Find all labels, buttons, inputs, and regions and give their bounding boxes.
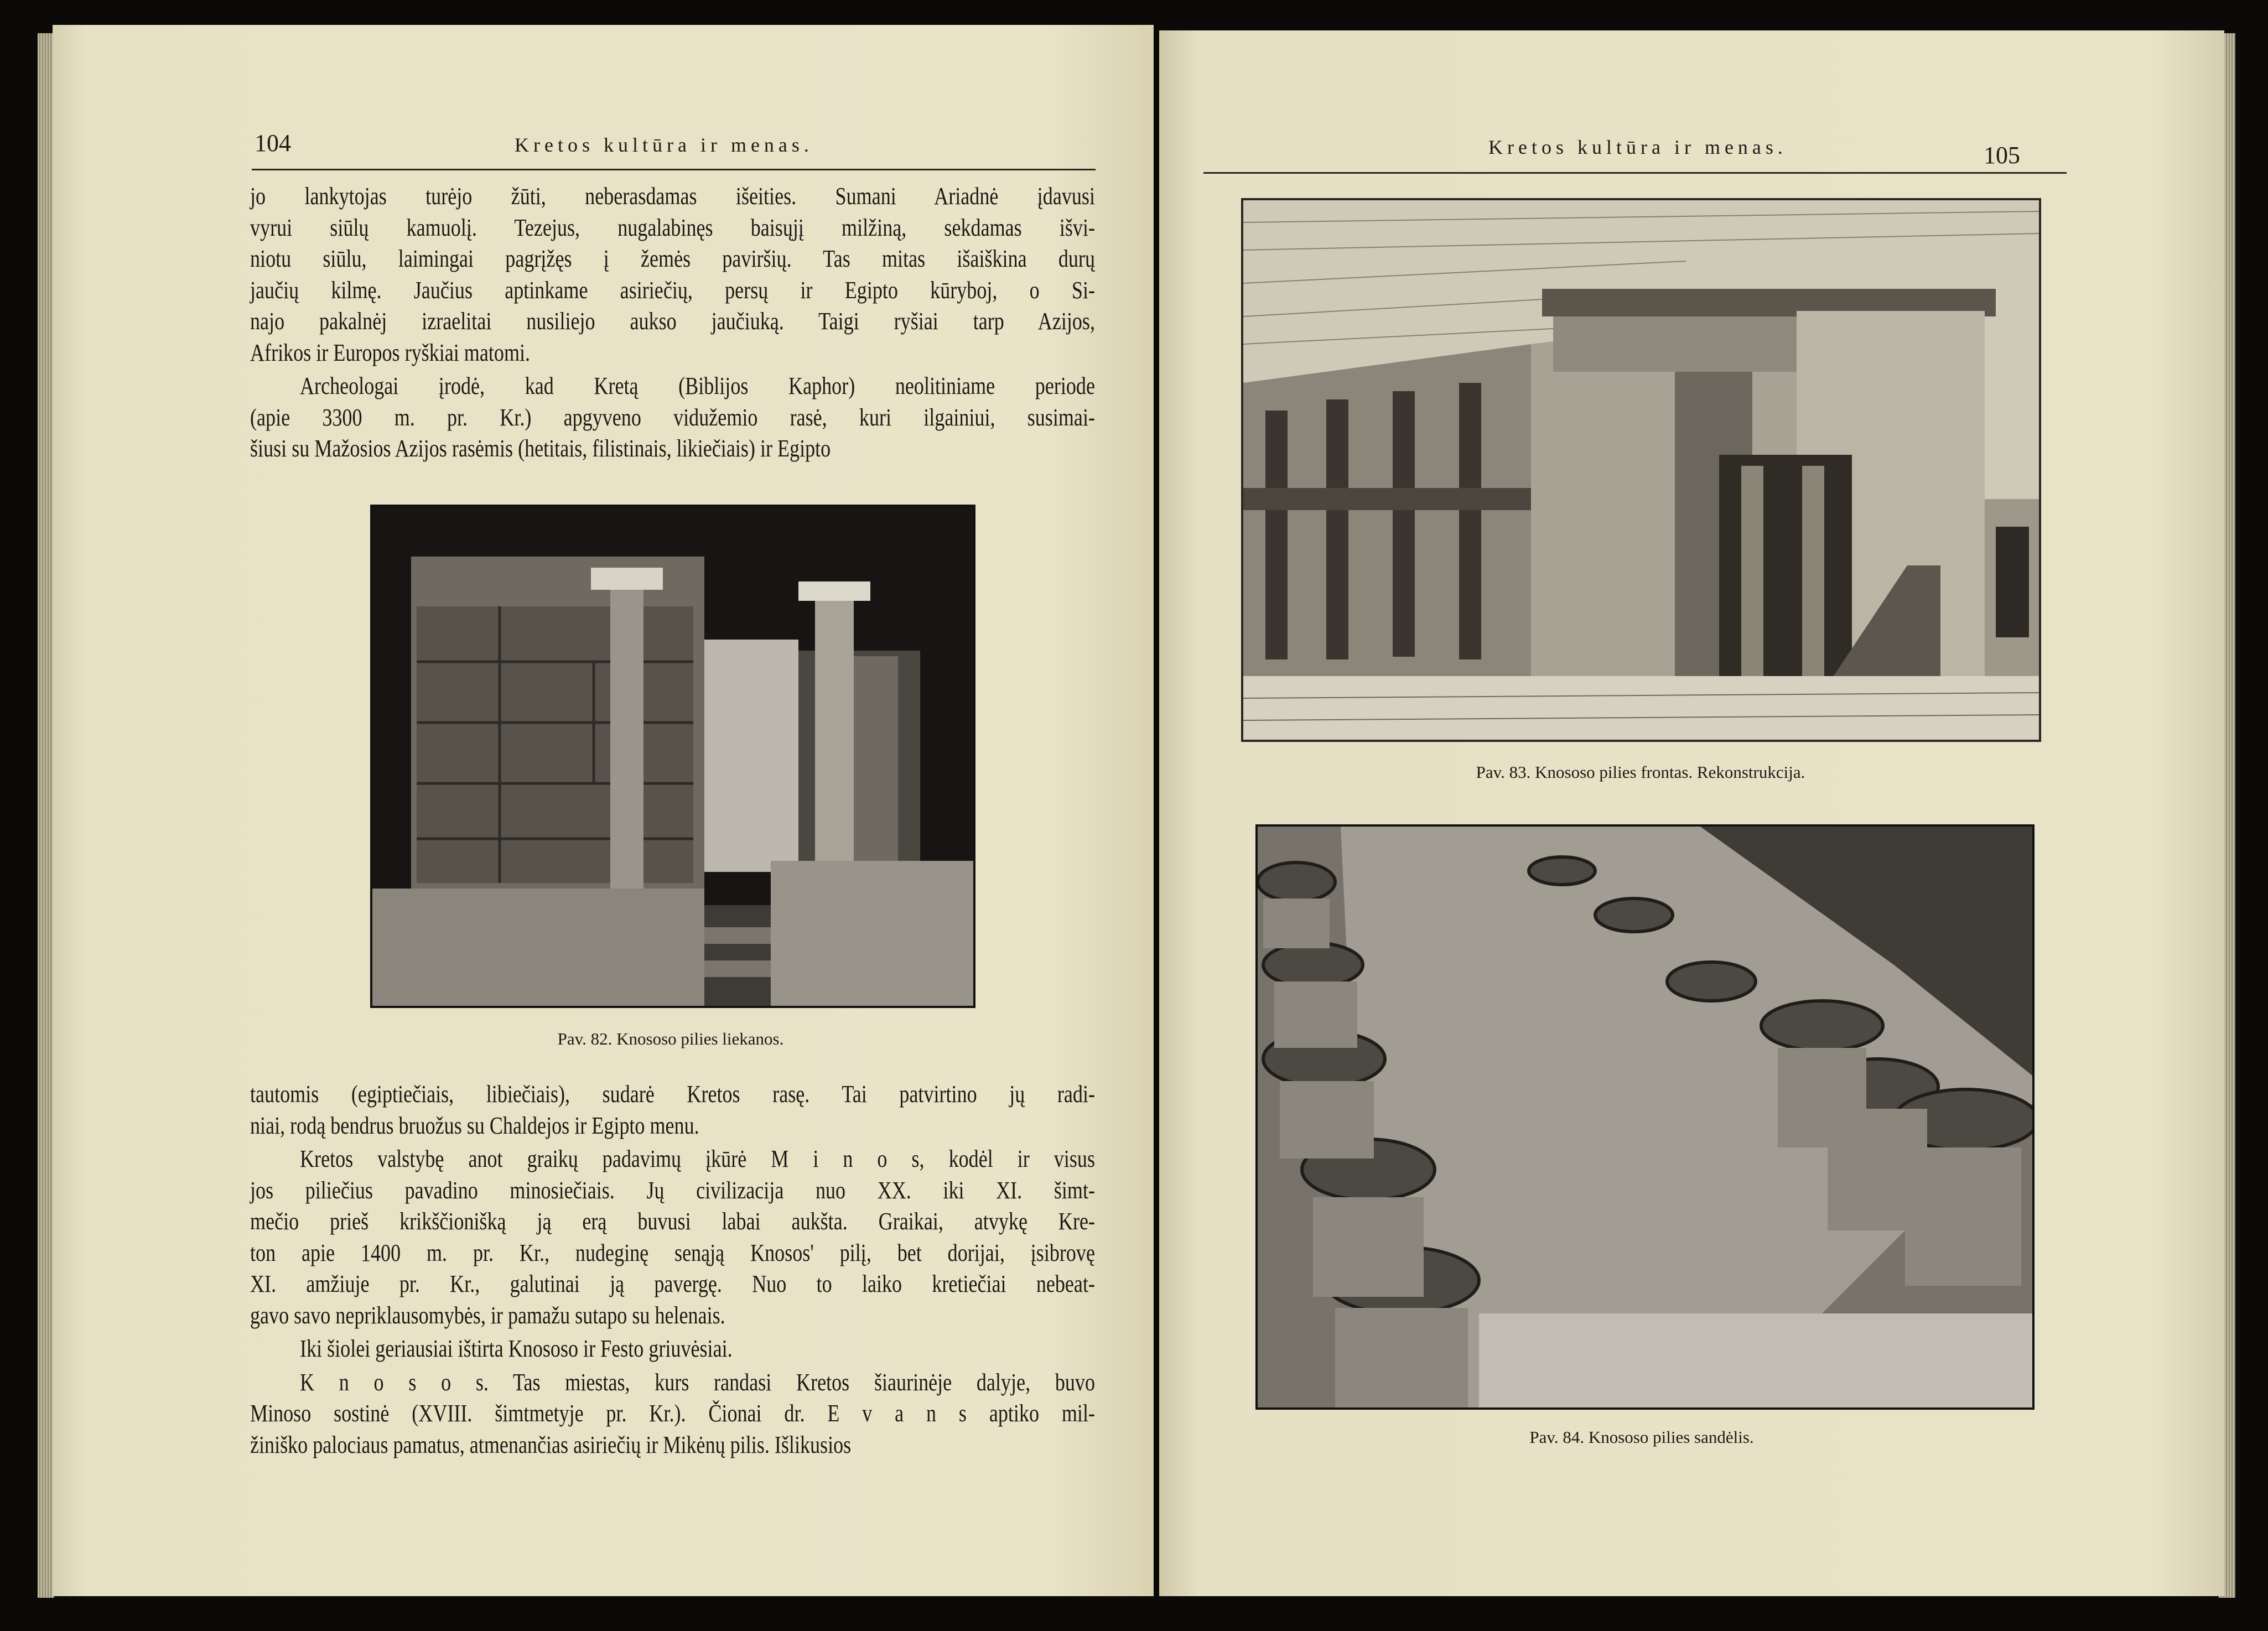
running-title: Kretos kultūra ir menas. xyxy=(515,134,813,156)
text-line: gavo savo nepriklausomybės, ir pamažu sutapo su helenais. xyxy=(250,1301,725,1329)
text-line: jaučių kilmę. Jaučius aptinkame asiriečių, persų ir Egipto kūryboj, o Si- xyxy=(250,276,1095,304)
text-line: žiniško palociaus pamatus, atmenančias asiriečių ir Mikėnų pilis. Išlikusios xyxy=(250,1431,852,1458)
left-page-edges xyxy=(38,33,54,1598)
text-line: vyrui siūlų kamuolį. Tezejus, nugalabinęs baisųjį milžiną, sekdamas išvi- xyxy=(250,214,1095,241)
text-line: šiusi su Mažosios Azijos rasėmis (hetitais, filistinais, likiečiais) ir Egipto xyxy=(250,435,831,462)
text-line: tautomis (egiptiečiais, libiečiais), sudarė Kretos rasę. Tai patvirtino jų radi- xyxy=(250,1081,1095,1108)
figure-82-photo xyxy=(370,505,975,1008)
text-line: niai, rodą bendrus bruožus su Chaldejos ir Egipto menu. xyxy=(250,1111,699,1139)
running-title: Kretos kultūra ir menas. xyxy=(1488,136,1787,158)
header-rule xyxy=(252,169,1096,170)
text-line: (apie 3300 m. pr. Kr.) apgyveno vidužemio rasė, kuri ilgainiui, susimai- xyxy=(250,403,1095,431)
text-line: ton apie 1400 m. pr. Kr., nudeginę senąją Knosos' pilį, bet dorijai, įsibrovę xyxy=(250,1239,1095,1266)
text-line: niotu siūlu, laimingai pagrįžęs į žemės paviršių. Tas mitas išaiškina durų xyxy=(250,245,1095,272)
text-line: Iki šiolei geriausiai ištirta Knososo ir Festo griuvėsiai. xyxy=(300,1335,733,1362)
body-text-top xyxy=(250,181,1095,465)
text-line: Minoso sostinė (XVIII. šimtmetyje pr. Kr.). Čionai dr. E v a n s aptiko mil- xyxy=(250,1400,1095,1427)
text-line: jo lankytojas turėjo žūti, neberasdamas išeities. Sumani Ariadnė įdavusi xyxy=(250,183,1095,210)
figure-84-caption: Pav. 84. Knososo pilies sandėlis. xyxy=(1529,1427,1754,1447)
paragraph xyxy=(250,1333,1095,1365)
text-line: Kretos valstybę anot graikų padavimų įkūrė M i n o s, kodėl ir visus xyxy=(300,1145,1095,1172)
paragraph xyxy=(250,1367,1095,1461)
text-line: K n o s o s. Tas miestas, kurs randasi Kretos šiaurinėje dalyje, buvo xyxy=(300,1368,1095,1396)
figure-82-caption: Pav. 82. Knososo pilies liekanos. xyxy=(557,1029,784,1048)
text-line: XI. amžiuje pr. Kr., galutinai ją pavergę. Nuo to laiko kretiečiai nebeat- xyxy=(250,1270,1095,1297)
text-line: najo pakalnėj izraelitai nusiliejo aukso jaučiuką. Taigi ryšiai tarp Azijos, xyxy=(250,308,1095,335)
left-page xyxy=(53,25,1154,1596)
page-number: 105 xyxy=(1984,142,2020,169)
figure-83-drawing xyxy=(1241,198,2041,742)
header-rule xyxy=(1203,172,2067,174)
paragraph xyxy=(250,1079,1095,1141)
paragraph xyxy=(250,181,1095,368)
text-line: Afrikos ir Europos ryškiai matomi. xyxy=(250,339,531,366)
body-text-bottom xyxy=(250,1079,1095,1461)
figure-83-caption: Pav. 83. Knososo pilies frontas. Rekonstrukcija. xyxy=(1476,762,1805,782)
text-line: jos piliečius pavadino minosiečiais. Jų civilizacija nuo XX. iki XI. šimt- xyxy=(250,1176,1095,1204)
right-page xyxy=(1159,30,2224,1596)
text-line: mečio prieš krikščionišką ją erą buvusi labai aukšta. Graikai, atvykę Kre- xyxy=(250,1208,1095,1235)
text-line: Archeologai įrodė, kad Kretą (Biblijos Kaphor) neolitiniame periode xyxy=(300,372,1095,399)
figure-84-photo xyxy=(1255,824,2035,1410)
page-number: 104 xyxy=(255,129,291,157)
paragraph xyxy=(250,371,1095,465)
paragraph xyxy=(250,1144,1095,1331)
